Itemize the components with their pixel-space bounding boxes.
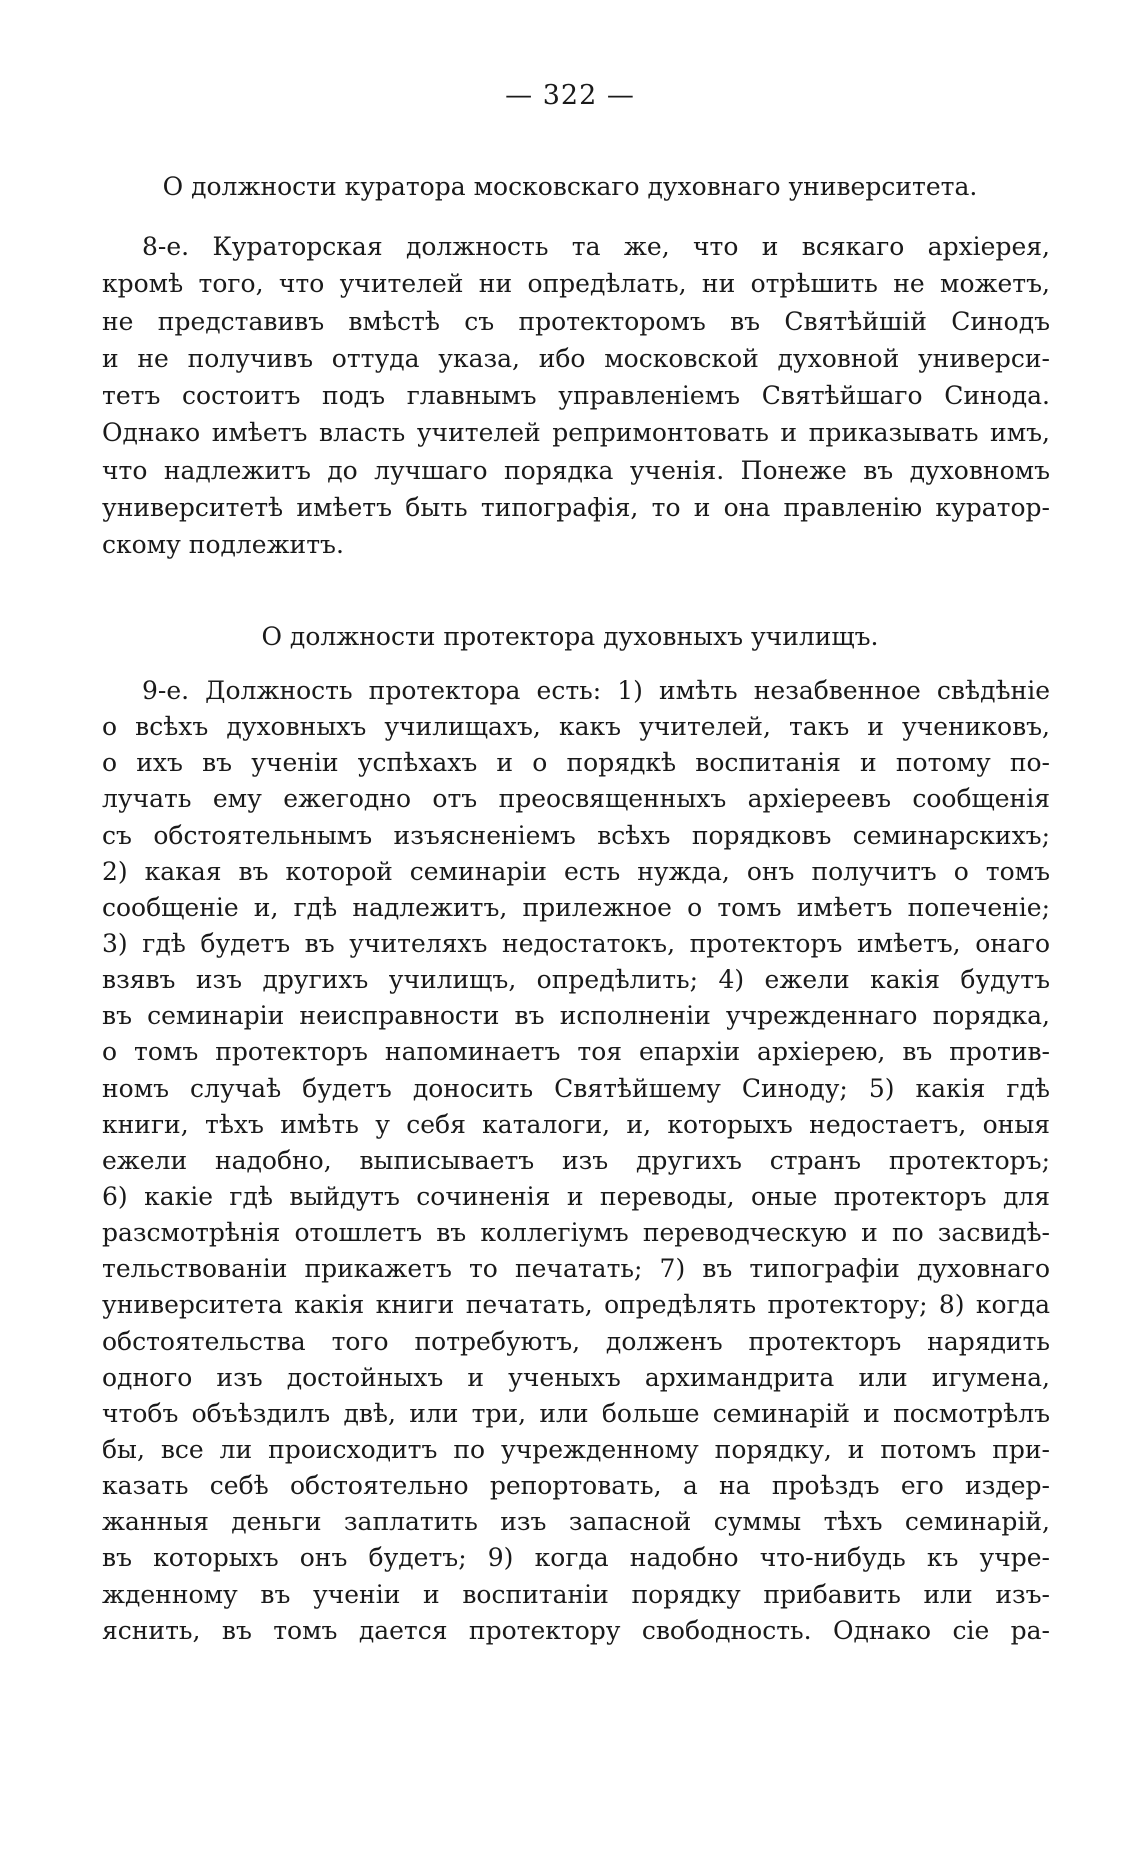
text-line: 8-е. Кураторская должность та же, что и всякаго архіерея,	[142, 232, 1050, 261]
text-line: о всѣхъ духовныхъ училищахъ, какъ учителей, такъ и учениковъ,	[102, 712, 1050, 742]
text-line: тельствованіи прикажетъ то печатать; 7) въ типографіи духовнаго	[102, 1254, 1050, 1284]
text-line: о томъ протекторъ напоминаетъ тоя епархіи архіерею, въ против-	[102, 1037, 1050, 1067]
text-line: ежели надобно, выписываетъ изъ другихъ странъ протекторъ;	[102, 1145, 1050, 1175]
text-line: въ семинаріи неисправности въ исполненіи учрежденнаго порядка,	[102, 1001, 1050, 1031]
text-line: университетѣ имѣетъ быть типографія, то и она правленію куратор-	[102, 493, 1050, 523]
paragraph-curator-duties	[102, 228, 1050, 564]
text-line: номъ случаѣ будетъ доносить Святѣйшему Синоду; 5) какія гдѣ	[102, 1073, 1050, 1103]
text-line: взявъ изъ другихъ училищъ, опредѣлить; 4) ежели какія будутъ	[102, 965, 1050, 995]
text-line: жанныя деньги заплатить изъ запасной суммы тѣхъ семинарій,	[102, 1507, 1050, 1537]
section-heading-protector: О должности протектора духовныхъ училищъ.	[261, 622, 879, 651]
text-line: яснить, въ томъ дается протектору свободность. Однако сіе ра-	[102, 1615, 1050, 1645]
text-line: тетъ состоитъ подъ главнымъ управленіемъ Святѣйшаго Синода.	[102, 381, 1050, 411]
paragraph-protector-duties	[102, 673, 1050, 1649]
text-line: разсмотрѣнія отошлетъ въ коллегіумъ переводческую и по засвидѣ-	[102, 1218, 1050, 1248]
text-line: кромѣ того, что учителей ни опредѣлать, ни отрѣшить не можетъ,	[102, 269, 1050, 299]
text-line: бы, все ли происходитъ по учрежденному порядку, и потомъ при-	[102, 1434, 1050, 1464]
text-line: лучать ему ежегодно отъ преосвященныхъ архіереевъ сообщенія	[102, 784, 1050, 814]
text-line: жденному въ ученіи и воспитаніи порядку прибавить или изъ-	[102, 1579, 1050, 1609]
text-line: книги, тѣхъ имѣть у себя каталоги, и, которыхъ недостаетъ, оныя	[102, 1109, 1050, 1139]
text-line: не представивъ вмѣстѣ съ протекторомъ въ Святѣйшій Синодъ	[102, 306, 1050, 336]
text-line: и не получивъ оттуда указа, ибо московской духовной универси-	[102, 343, 1050, 373]
text-line: съ обстоятельнымъ изъясненіемъ всѣхъ порядковъ семинарскихъ;	[102, 820, 1050, 850]
text-line: обстоятельства того потребуютъ, долженъ протекторъ нарядить	[102, 1326, 1050, 1356]
text-line: Однако имѣетъ власть учителей репримонтовать и приказывать имъ,	[102, 418, 1050, 448]
text-line: казать себѣ обстоятельно репортовать, а на проѣздъ его издер-	[102, 1471, 1050, 1501]
text-line: что надлежитъ до лучшаго порядка ученія. Понеже въ духовномъ	[102, 455, 1050, 485]
text-line: 3) гдѣ будетъ въ учителяхъ недостатокъ, протекторъ имѣетъ, онаго	[102, 928, 1050, 958]
text-line: скому подлежитъ.	[102, 530, 344, 560]
text-line: 6) какіе гдѣ выйдутъ сочиненія и переводы, оные протекторъ для	[102, 1181, 1050, 1211]
text-line: о ихъ въ ученіи успѣхахъ и о порядкѣ воспитанія и потому по-	[102, 748, 1050, 778]
text-line: въ которыхъ онъ будетъ; 9) когда надобно что-нибудь къ учре-	[102, 1543, 1050, 1573]
text-line: сообщеніе и, гдѣ надлежитъ, прилежное о томъ имѣетъ попеченіе;	[102, 892, 1050, 922]
text-line: одного изъ достойныхъ и ученыхъ архимандрита или игумена,	[102, 1362, 1050, 1392]
page-number: — 322 —	[505, 80, 635, 111]
text-line: 2) какая въ которой семинаріи есть нужда, онъ получитъ о томъ	[102, 856, 1050, 886]
text-line: университета какія книги печатать, опредѣлять протектору; 8) когда	[102, 1290, 1050, 1320]
text-line: 9-е. Должность протектора есть: 1) имѣть незабвенное свѣдѣніе	[142, 676, 1050, 705]
text-line: чтобъ объѣздилъ двѣ, или три, или больше семинарій и посмотрѣлъ	[102, 1398, 1050, 1428]
section-heading-curator: О должности куратора московскаго духовнаго университета.	[162, 172, 978, 201]
